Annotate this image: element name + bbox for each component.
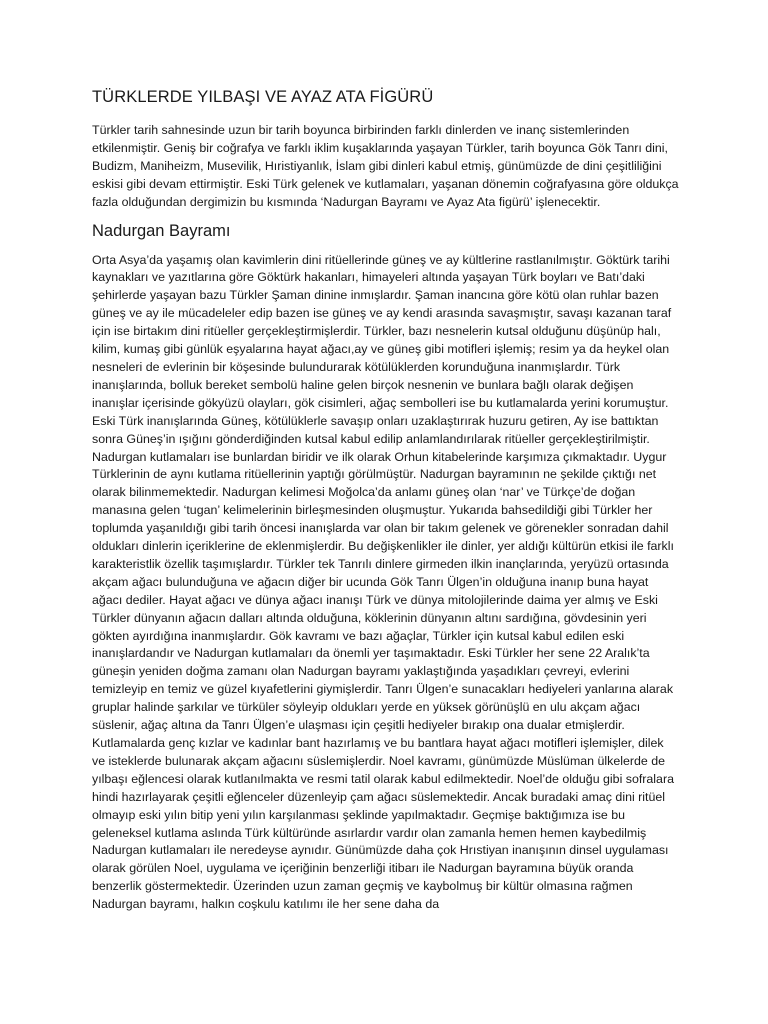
section-heading-nadurgan: Nadurgan Bayramı bbox=[92, 221, 231, 240]
intro-paragraph: Türkler tarih sahnesinde uzun bir tarih boyunca birbirinden farklı dinlerden ve inanç sistemlerinden etkilenmiştir. Geniş bir coğrafya ve farklı iklim kuşaklarında yaşayan Türkler, tarih boyunca Gök Tanrı dini, Budizm, Maniheizm, Musevilik, Hıristiyanlık, İslam gibi dinleri kabul etmiş, günümüzde de dini çeşitliliğini eskisi gibi devam ettirmiştir. Eski Türk gelenek ve kutlamaları, yaşanan dönemin coğrafyasına göre oldukça fazla olduğundan dergimizin bu kısmında ‘Nadurgan Bayramı ve Ayaz Ata figürü’ işlenecektir. bbox=[92, 123, 679, 209]
document-title: TÜRKLERDE YILBAŞI VE AYAZ ATA FİGÜRÜ bbox=[92, 88, 434, 106]
section-paragraph-nadurgan: Orta Asya’da yaşamış olan kavimlerin dini ritüellerinde güneş ve ay kültlerine rastlanılmıştır. Göktürk tarihi kaynakları ve yazıtlarına göre Göktürk hakanları, himayeleri altında yaşayan Türk boyları ve Batı’daki şehirlerde yaşayan bazu Türkler Şaman dinine inmışlardır. Şaman inancına göre kötü olan ruhlar bazen güneş ve ay ile mücadeleler edip bazen ise güneş ve ay kendi arasında savaşmıştır, savaşı kazanan taraf için ise birtakım dini ritüeller gerçekleştirmişlerdir. Türkler, bazı nesnelerin kutsal olduğunu düşünüp halı, kilim, kumaş gibi günlük eşyalarına hayat ağacı,ay ve güneş gibi motifleri işlemiş; resim ya da heykel olan nesneleri de evlerinin bir köşesinde bulundurarak kötülüklerden korunduğuna inanmışlardır. Türk inanışlarında, bolluk bereket sembolü haline gelen birçok nesnenin ve bunlara bağlı olarak değişen inanışlar içerisinde gökyüzü olayları, gök cisimleri, ağaç sembolleri ise bu kutlamalarda yerini korumuştur. Eski Türk inanışlarında Güneş, kötülüklerle savaşıp onları uzaklaştırırak huzuru getiren, Ay ise battıktan sonra Güneş’in ışığını gönderdiğinden kutsal kabul edilip anlamlandırılarak ritüeller gerçekleştirilmiştir. Nadurgan kutlamaları ise bunlardan biridir ve ilk olarak Orhun kitabelerinde karşımıza çıkmaktadır. Uygur Türklerinin de aynı kutlama ritüellerinin yaptığı görülmüştür. Nadurgan bayramının ne şekilde çıktığı net olarak bilinmemektedir. Nadurgan kelimesi Moğolca’da anlamı güneş olan ‘nar’ ve Türkçe’de doğan manasına gelen ‘tugan’ kelimelerinin birleşmesinden oluşmuştur. Yukarıda bahsedildiği gibi Türkler her toplumda yaşanıldığı gibi tarih öncesi inanışlarda var olan bir takım gelenek ve görenekler sonradan dahil oldukları dinlerin içeriklerine de eklenmişlerdir. Bu değişkenlikler ile dinler, yer aldığı kültürün etkisi ile farklı karakteristlik özellik taşımışlardır. Türkler tek Tanrılı dinlere girmeden ilkin inançlarında, yeryüzü ortasında akçam ağacı bulunduğuna ve ağacın diğer bir ucunda Gök Tanrı Ülgen’in olduğuna inanıp buna hayat ağacı dediler. Hayat ağacı ve dünya ağacı inanışı Türk ve dünya mitolojilerinde daima yer almış ve Eski Türkler dünyanın ağacın dalları altında olduğuna, köklerinin dünyanın altını sardığına, gövdesinin yeri gökten ayırdığına inanmışlardır. Gök kavramı ve bazı ağaçlar, Türkler için kutsal kabul edilen eski inanışlardandır ve Nadurgan kutlamaları da önemli yer taşımaktadır. Eski Türkler her sene 22 Aralık’ta güneşin yeniden doğma zamanı olan Nadurgan bayramı yaklaştığında yaşadıkları çevreyi, evlerini temizleyip en temiz ve güzel kıyafetlerini giymişlerdir. Tanrı Ülgen’e sunacakları hediyeleri yanlarına alarak gruplar halinde şarkılar ve türküler söyleyip oldukları yerde en yüksek görünüşlü en ulu akçam ağacı süslenir, ağaç altına da Tanrı Ülgen’e ulaşması için çeşitli hediyeler bırakıp ona dualar etmişlerdir. Kutlamalarda genç kızlar ve kadınlar bant hazırlamış ve bu bantlara hayat ağacı motifleri işlemişler, dilek ve isteklerde bulunarak akçam ağacını süslemişlerdir. Noel kavramı, günümüzde Müslüman ülkelerde de yılbaşı eğlencesi olarak kutlanılmakta ve resmi tatil olarak kabul edilmektedir. Noel’de olduğu gibi sofralara hindi hazırlayarak çeşitli eğlenceler düzenleyip çam ağacı süslemektedir. Ancak buradaki amaç dini ritüel olmayıp eski yılın bitip yeni yılın karşılanması şeklinde yapılmaktadır. Geçmişe baktığımıza ise bu geleneksel kutlama aslında Türk kültüründe asırlardır vardır olan zamanla hemen hemen kaybedilmiş Nadurgan kutlamaları ile neredeyse aynıdır. Günümüzde daha çok Hrıstiyan inanışının dinsel uygulaması olarak görülen Noel, uygulama ve içeriğinin benzerliği itibarı ile Nadurgan bayramına büyük oranda benzerlik göstermektedir. Üzerinden uzun zaman geçmiş ve kaybolmuş bir kültür olmasına rağmen Nadurgan bayramı, halkın coşkulu katılımı ile her sene daha da bbox=[92, 252, 674, 912]
